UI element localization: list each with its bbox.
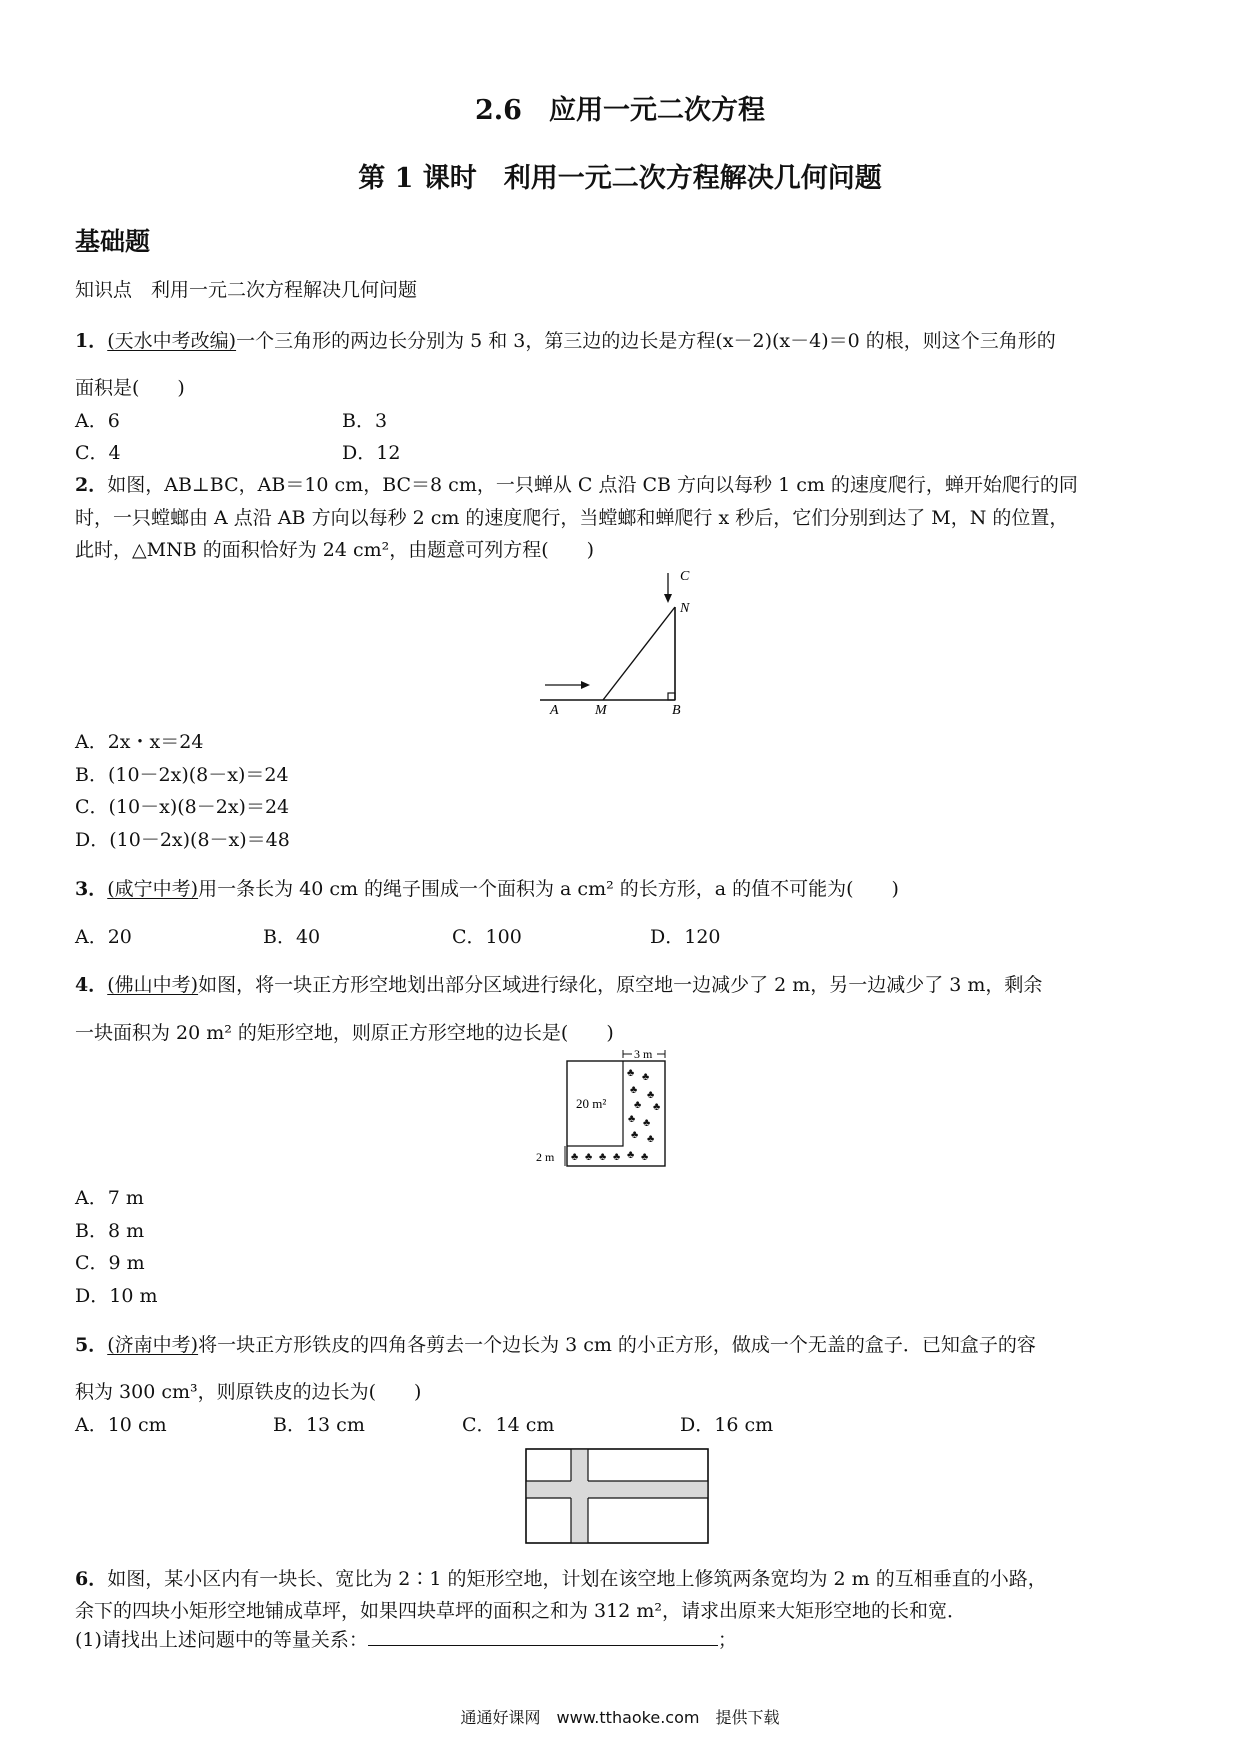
q6-line3-end: ； bbox=[717, 1629, 737, 1651]
q2-line1 bbox=[75, 470, 1078, 497]
q4-text: 如图，将一块正方形空地划出部分区域进行绿化，原空地一边减少了 2 m，另一边减少了 3 m，剩余 bbox=[198, 974, 1043, 996]
label-3m: 3 m bbox=[634, 1048, 653, 1061]
arrow-down-head bbox=[664, 594, 672, 603]
q4-line2: 一块面积为 20 m² 的矩形空地，则原正方形空地的边长是( ) bbox=[75, 1022, 614, 1044]
q4-number: 4． bbox=[75, 974, 108, 996]
q1-line2: 面积是( ) bbox=[75, 377, 185, 399]
tree-icon: ♣ bbox=[571, 1151, 579, 1163]
tree-icon: ♣ bbox=[627, 1149, 635, 1161]
q1-line1 bbox=[75, 326, 1056, 353]
q6-subquestion-label: (1)请找出上述问题中的等量关系： bbox=[75, 1629, 368, 1651]
q4-source: (佛山中考) bbox=[107, 974, 199, 996]
tree-icon: ♣ bbox=[653, 1101, 661, 1113]
q2-option-d: D．(10－2x)(8－x)＝48 bbox=[75, 829, 290, 851]
tree-icon: ♣ bbox=[631, 1129, 639, 1141]
label-20m2: 20 m² bbox=[576, 1096, 607, 1111]
q2-line3: 此时，△MNB 的面积恰好为 24 cm²，由题意可列方程( ) bbox=[75, 539, 595, 561]
label-2m: 2 m bbox=[536, 1150, 555, 1164]
q4-option-c: C．9 m bbox=[75, 1252, 145, 1274]
q6-rectangle-figure bbox=[525, 1448, 715, 1548]
label-b: B bbox=[672, 703, 681, 715]
arrow-right-head bbox=[581, 681, 590, 689]
tree-icon: ♣ bbox=[634, 1099, 642, 1111]
footer: 通通好课网 www.tthaoke.com 提供下载 bbox=[460, 1708, 780, 1727]
q5-option-b: B．13 cm bbox=[273, 1414, 365, 1436]
tree-icon: ♣ bbox=[647, 1133, 655, 1145]
q3-text: 用一条长为 40 cm 的绳子围成一个面积为 a cm² 的长方形，a 的值不可能为( ) bbox=[198, 878, 899, 900]
tree-icon: ♣ bbox=[630, 1084, 638, 1096]
q1-option-a: A．6 bbox=[75, 410, 120, 432]
q1-number: 1． bbox=[75, 330, 108, 352]
q4-square-figure bbox=[535, 1048, 675, 1170]
tree-icon: ♣ bbox=[647, 1089, 655, 1101]
q5-number: 5． bbox=[75, 1334, 108, 1356]
label-a: A bbox=[550, 703, 559, 715]
q6-line1 bbox=[75, 1564, 1047, 1591]
tree-icon: ♣ bbox=[641, 1151, 649, 1163]
q5-source: (济南中考) bbox=[107, 1334, 199, 1356]
q2-text1: 如图，AB⊥BC，AB＝10 cm，BC＝8 cm，一只蝉从 C 点沿 CB 方向以每秒 1 cm 的速度爬行，蝉开始爬行的同 bbox=[107, 474, 1078, 496]
tree-icon: ♣ bbox=[628, 1113, 636, 1125]
q2-option-c: C．(10－x)(8－2x)＝24 bbox=[75, 796, 290, 818]
q2-triangle-figure bbox=[540, 565, 710, 715]
q6-text1: 如图，某小区内有一块长、宽比为 2∶1 的矩形空地，计划在该空地上修筑两条宽均为 2 m 的互相垂直的小路， bbox=[107, 1568, 1047, 1590]
q5-option-d: D．16 cm bbox=[680, 1414, 774, 1436]
q2-option-b: B．(10－2x)(8－x)＝24 bbox=[75, 764, 289, 786]
q3-option-d: D．120 bbox=[650, 926, 721, 948]
q5-option-c: C．14 cm bbox=[462, 1414, 555, 1436]
label-c: C bbox=[680, 569, 690, 584]
q3-source: (咸宁中考) bbox=[107, 878, 199, 900]
q1-option-c: C．4 bbox=[75, 442, 121, 464]
q5-line2: 积为 300 cm³，则原铁皮的边长为( ) bbox=[75, 1381, 422, 1403]
tree-icon: ♣ bbox=[627, 1067, 635, 1079]
tree-icons bbox=[571, 1067, 660, 1163]
tree-icon: ♣ bbox=[585, 1151, 593, 1163]
label-m: M bbox=[595, 703, 607, 715]
knowledge-point: 知识点 利用一元二次方程解决几何问题 bbox=[75, 279, 418, 301]
q4-option-b: B．8 m bbox=[75, 1220, 145, 1242]
right-angle-mark bbox=[668, 693, 675, 700]
q5-line1 bbox=[75, 1330, 1036, 1357]
q4-option-a: A．7 m bbox=[75, 1187, 144, 1209]
vertical-path bbox=[571, 1449, 588, 1543]
q2-number: 2． bbox=[75, 474, 108, 496]
segment-mn bbox=[603, 607, 675, 700]
chapter-title: 2.6 应用一元二次方程 bbox=[475, 95, 765, 126]
q1-option-b: B．3 bbox=[342, 410, 388, 432]
q3-option-b: B．40 bbox=[263, 926, 321, 948]
tree-icon: ♣ bbox=[613, 1151, 621, 1163]
q3-option-c: C．100 bbox=[452, 926, 522, 948]
q4-line1 bbox=[75, 970, 1042, 997]
q3-option-a: A．20 bbox=[75, 926, 132, 948]
horizontal-path bbox=[526, 1481, 708, 1498]
q3-number: 3． bbox=[75, 878, 108, 900]
lesson-title: 第 1 课时 利用一元二次方程解决几何问题 bbox=[358, 163, 882, 194]
section-title: 基础题 bbox=[75, 227, 151, 256]
q6-line3 bbox=[75, 1625, 737, 1652]
q2-option-a: A．2x・x＝24 bbox=[75, 731, 204, 753]
tree-icon: ♣ bbox=[642, 1071, 650, 1083]
answer-blank[interactable] bbox=[368, 1629, 718, 1646]
tree-icon: ♣ bbox=[643, 1117, 651, 1129]
q6-line2: 余下的四块小矩形空地铺成草坪，如果四块草坪的面积之和为 312 m²，请求出原来大矩形空地的长和宽． bbox=[75, 1600, 966, 1622]
q1-source: (天水中考改编) bbox=[107, 330, 237, 352]
q5-text: 将一块正方形铁皮的四角各剪去一个边长为 3 cm 的小正方形，做成一个无盖的盒子．已知盒子的容 bbox=[198, 1334, 1036, 1356]
q1-option-d: D．12 bbox=[342, 442, 401, 464]
q1-text: 一个三角形的两边长分别为 5 和 3，第三边的边长是方程(x－2)(x－4)＝0 的根，则这个三角形的 bbox=[236, 330, 1056, 352]
q6-number: 6． bbox=[75, 1568, 108, 1590]
q4-option-d: D．10 m bbox=[75, 1285, 158, 1307]
label-n: N bbox=[680, 601, 690, 616]
tree-icon: ♣ bbox=[599, 1151, 607, 1163]
q3-line1 bbox=[75, 874, 899, 901]
q2-line2: 时，一只螳螂由 A 点沿 AB 方向以每秒 2 cm 的速度爬行，当螳螂和蝉爬行 x 秒后，它们分别到达了 M，N 的位置， bbox=[75, 507, 1069, 529]
q5-option-a: A．10 cm bbox=[75, 1414, 167, 1436]
